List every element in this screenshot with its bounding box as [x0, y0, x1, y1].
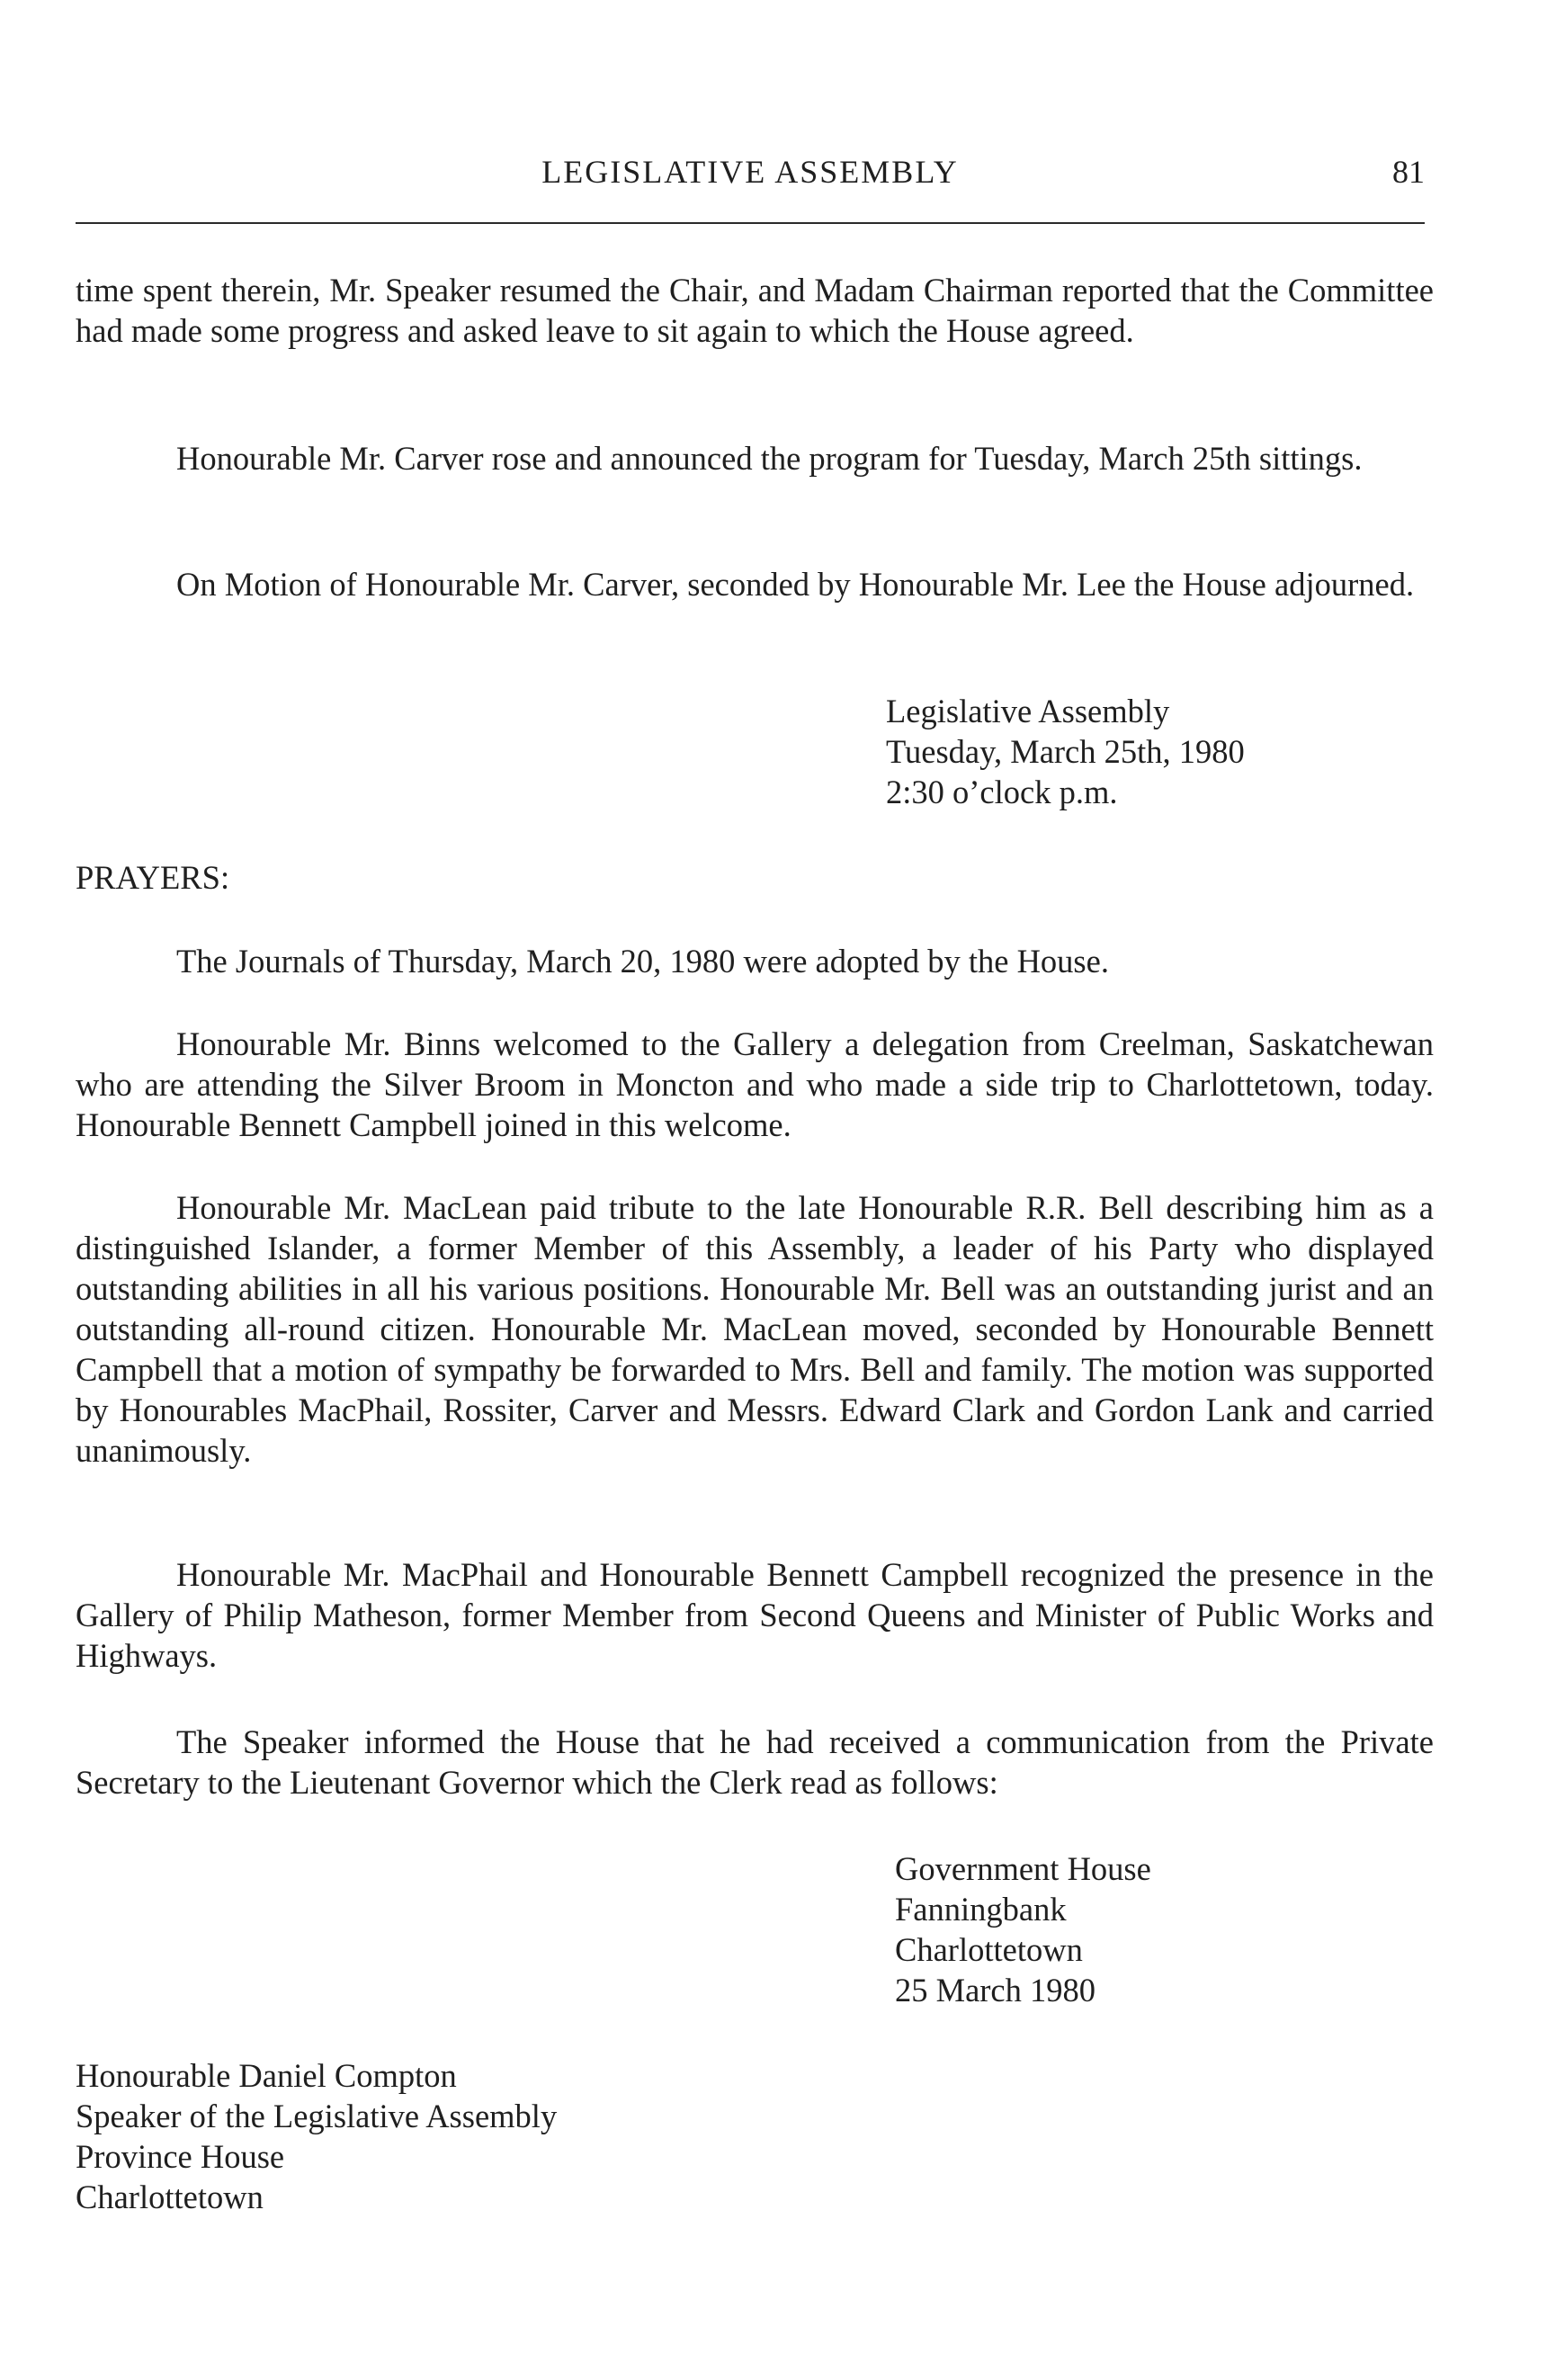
sender-address-line: Government House — [895, 1850, 1151, 1887]
recipient-address-line: Charlottetown — [76, 2179, 264, 2215]
sender-address-line: Fanningbank — [895, 1891, 1067, 1928]
page-number: 81 — [1392, 154, 1425, 190]
paragraph-tribute: Honourable Mr. MacLean paid tribute to the late Honourable R.R. Bell describing him as a distinguished Islander, a former Member of this Assembly, a leader of his Party who displayed outstanding abilities in all his various positions. Honourable Mr. Bell was an outstanding jurist and an outstanding all-round citizen. Honourable Mr. MacLean moved, seconded by Honourable Bennett Campbell that a motion of sympathy be forwarded to Mrs. Bell and family. The motion was supported by Honourables MacPhail, Rossiter, Carver and Messrs. Edward Clark and Gordon Lank and carried unanimously. — [76, 1189, 1434, 1469]
sitting-heading-line: Tuesday, March 25th, 1980 — [886, 733, 1245, 770]
sitting-heading-line: Legislative Assembly — [886, 693, 1170, 729]
sender-address-line: 25 March 1980 — [895, 1972, 1096, 2009]
paragraph-communication: The Speaker informed the House that he had received a communication from the Private Secretary to the Lieutenant Governor which the Clerk read as follows: — [76, 1723, 1434, 1801]
recipient-address-line: Province House — [76, 2138, 285, 2175]
paragraph-journals-adopted: The Journals of Thursday, March 20, 1980 were adopted by the House. — [176, 943, 1109, 980]
recipient-address — [76, 2055, 557, 2217]
paragraph-recognition: Honourable Mr. MacPhail and Honourable Bennett Campbell recognized the presence in the Gallery of Philip Matheson, former Member from Second Queens and Minister of Public Works and Highways. — [76, 1556, 1434, 1674]
paragraph-committee-report: time spent therein, Mr. Speaker resumed the Chair, and Madam Chairman reported that the Committee had made some progress and asked leave to sit again to which the House agreed. — [76, 272, 1434, 349]
sitting-heading-line: 2:30 o’clock p.m. — [886, 774, 1118, 810]
recipient-address-line: Speaker of the Legislative Assembly — [76, 2098, 558, 2134]
prayers-heading: PRAYERS: — [76, 859, 230, 896]
sitting-heading — [886, 691, 1245, 812]
running-title: LEGISLATIVE ASSEMBLY — [541, 154, 959, 190]
paragraph-program-announcement: Honourable Mr. Carver rose and announced the program for Tuesday, March 25th sittings. — [176, 440, 1363, 477]
recipient-address-line: Honourable Daniel Compton — [76, 2057, 457, 2094]
paragraph-adjournment: On Motion of Honourable Mr. Carver, seconded by Honourable Mr. Lee the House adjourned. — [176, 566, 1415, 603]
page-header — [76, 153, 1425, 198]
header-rule — [76, 222, 1425, 224]
paragraph-gallery-welcome: Honourable Mr. Binns welcomed to the Gallery a delegation from Creelman, Saskatchewan who are attending the Silver Broom in Moncton and who made a side trip to Charlottetown, today. Honourable Bennett Campbell joined in this welcome. — [76, 1025, 1434, 1143]
sender-address-line: Charlottetown — [895, 1931, 1083, 1968]
sender-address — [895, 1848, 1151, 2010]
